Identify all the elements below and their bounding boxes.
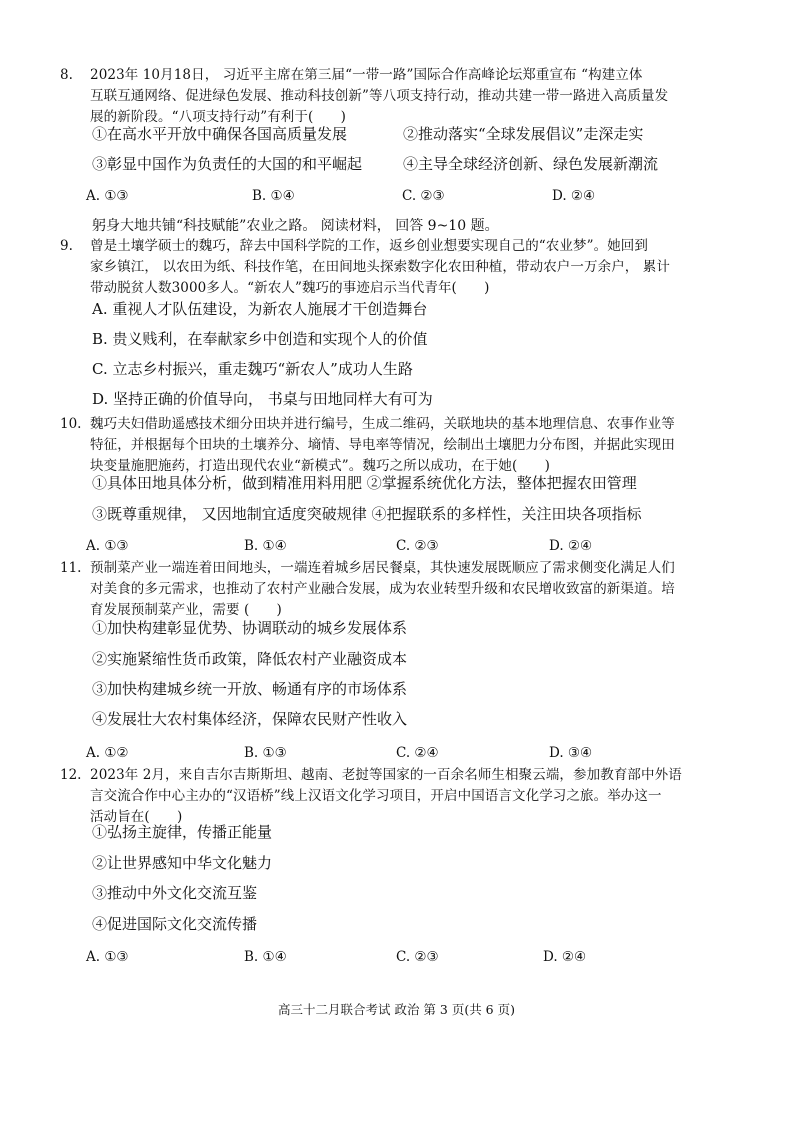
choice-d[interactable]: D. ③④ xyxy=(549,745,593,761)
choice-c[interactable]: C. ②④ xyxy=(396,745,439,761)
option-3: ③彰显中国作为负责任的大国的和平崛起 xyxy=(92,155,363,173)
page-footer: 高三十二月联合考试 政治 第 3 页(共 6 页) xyxy=(277,1002,515,1017)
stem-line: 活动旨在( ) xyxy=(90,809,183,825)
choice-b[interactable]: B. ①④ xyxy=(252,188,295,204)
stem-line: 特征，并根据每个田块的土壤养分、墒情、导电率等情况，绘制出土壤肥力分布图，并据此实现田 xyxy=(90,437,675,453)
choice-d[interactable]: D. ②④ xyxy=(552,188,596,204)
stem-line: 展的新阶段。“八项支持行动”有利于( ) xyxy=(90,109,346,125)
question-stem xyxy=(90,765,735,828)
stem-line: 互联互通网络、促进绿色发展、推动科技创新”等八项支持行动，推动共建一带一路进入高质量发 xyxy=(90,88,669,104)
choice-b[interactable]: B. ①④ xyxy=(244,949,287,965)
option-row-2: ③既尊重规律， 又因地制宜适度突破规律 ④把握联系的多样性，关注田块各项指标 xyxy=(92,505,642,523)
stem-line: 曾是土壤学硕士的魏巧，辞去中国科学院的工作，返乡创业想要实现自己的“农业梦”。她回到 xyxy=(90,238,649,254)
option-4: ④促进国际文化交流传播 xyxy=(92,915,258,933)
option-1: ①弘扬主旋律，传播正能量 xyxy=(92,823,273,841)
choice-a[interactable]: A. ①③ xyxy=(86,949,129,965)
stem-line: 言交流合作中心主办的“汉语桥”线上汉语文化学习项目，开启中国语言文化学习之旅。举办这一 xyxy=(90,788,662,804)
choice-c[interactable]: C. ②③ xyxy=(396,538,439,554)
choice-c[interactable]: C. ②③ xyxy=(402,188,445,204)
question-number: 9. xyxy=(60,238,73,254)
question-number: 11. xyxy=(60,560,82,576)
stem-line: 对美食的多元需求，也推动了农村产业融合发展，成为农业转型升级和农民增收致富的新渠道。培 xyxy=(90,581,675,597)
stem-line: 预制菜产业一端连着田间地头，一端连着城乡居民餐桌，其快速发展既顺应了需求侧变化满足人们 xyxy=(90,560,675,576)
option-1: ①加快构建彰显优势、协调联动的城乡发展体系 xyxy=(92,619,408,637)
choice-c[interactable]: C. 立志乡村振兴，重走魏巧“新农人”成功人生路 xyxy=(92,360,413,378)
choice-b[interactable]: B. ①③ xyxy=(244,745,287,761)
choice-a[interactable]: A. ①③ xyxy=(86,188,129,204)
choice-d[interactable]: D. ②④ xyxy=(549,538,593,554)
choice-a[interactable]: A. 重视人才队伍建设，为新农人施展才干创造舞台 xyxy=(92,300,428,318)
choice-b[interactable]: B. 贵义贱利，在奉献家乡中创造和实现个人的价值 xyxy=(92,330,428,348)
question-number: 8. xyxy=(60,67,73,83)
question-stem xyxy=(90,65,735,128)
choice-a[interactable]: A. ①③ xyxy=(86,538,129,554)
option-4: ④发展壮大农村集体经济，保障农民财产性收入 xyxy=(92,710,408,728)
stem-line: 2023年 2月，来自吉尔吉斯斯坦、越南、老挝等国家的一百余名师生相聚云端，参加教育部中外语 xyxy=(90,767,682,783)
stem-line: 家乡镇江， 以农田为纸、科技作笔，在田间地头探索数字化农田种植，带动农户一万余户， 累计 xyxy=(90,259,670,275)
option-2: ②推动落实“全球发展倡议”走深走实 xyxy=(403,125,644,143)
question-stem xyxy=(90,414,735,477)
option-4: ④主导全球经济创新、绿色发展新潮流 xyxy=(403,155,659,173)
option-2: ②实施紧缩性货币政策，降低农村产业融资成本 xyxy=(92,650,408,668)
question-stem xyxy=(90,236,735,299)
question-number: 12. xyxy=(60,767,82,783)
question-stem xyxy=(90,558,735,621)
stem-line: 育发展预制菜产业，需要 ( ) xyxy=(90,602,282,618)
stem-line: 块变量施肥施药，打造出现代农业“新模式”。魏巧之所以成功，在于她( ) xyxy=(90,458,550,474)
choice-c[interactable]: C. ②③ xyxy=(396,949,439,965)
option-row-1: ①具体田地具体分析，做到精准用料用肥 ②掌握系统优化方法，整体把握农田管理 xyxy=(92,474,637,492)
choice-d[interactable]: D. 坚持正确的价值导向， 书桌与田地同样大有可为 xyxy=(92,390,433,408)
option-3: ③加快构建城乡统一开放、畅通有序的市场体系 xyxy=(92,680,408,698)
option-1: ①在高水平开放中确保各国高质量发展 xyxy=(92,125,348,143)
stem-line: 魏巧夫妇借助遥感技术细分田块并进行编号，生成二维码，关联地块的基本地理信息、农事作业等 xyxy=(90,416,675,432)
choice-b[interactable]: B. ①④ xyxy=(244,538,287,554)
option-3: ③推动中外文化交流互鉴 xyxy=(92,884,258,902)
stem-line: 2023年 10月18日， 习近平主席在第三届“一带一路”国际合作高峰论坛郑重宣布 “构建立体 xyxy=(90,67,643,83)
choice-a[interactable]: A. ①② xyxy=(86,745,129,761)
question-number: 10. xyxy=(60,416,82,432)
stem-line: 带动脱贫人数3000多人。“新农人”魏巧的事迹启示当代青年( ) xyxy=(90,280,490,296)
choice-d[interactable]: D. ②④ xyxy=(543,949,587,965)
option-2: ②让世界感知中华文化魅力 xyxy=(92,854,273,872)
material-intro: 躬身大地共铺“科技赋能”农业之路。 阅读材料， 回答 9~10 题。 xyxy=(92,218,499,234)
